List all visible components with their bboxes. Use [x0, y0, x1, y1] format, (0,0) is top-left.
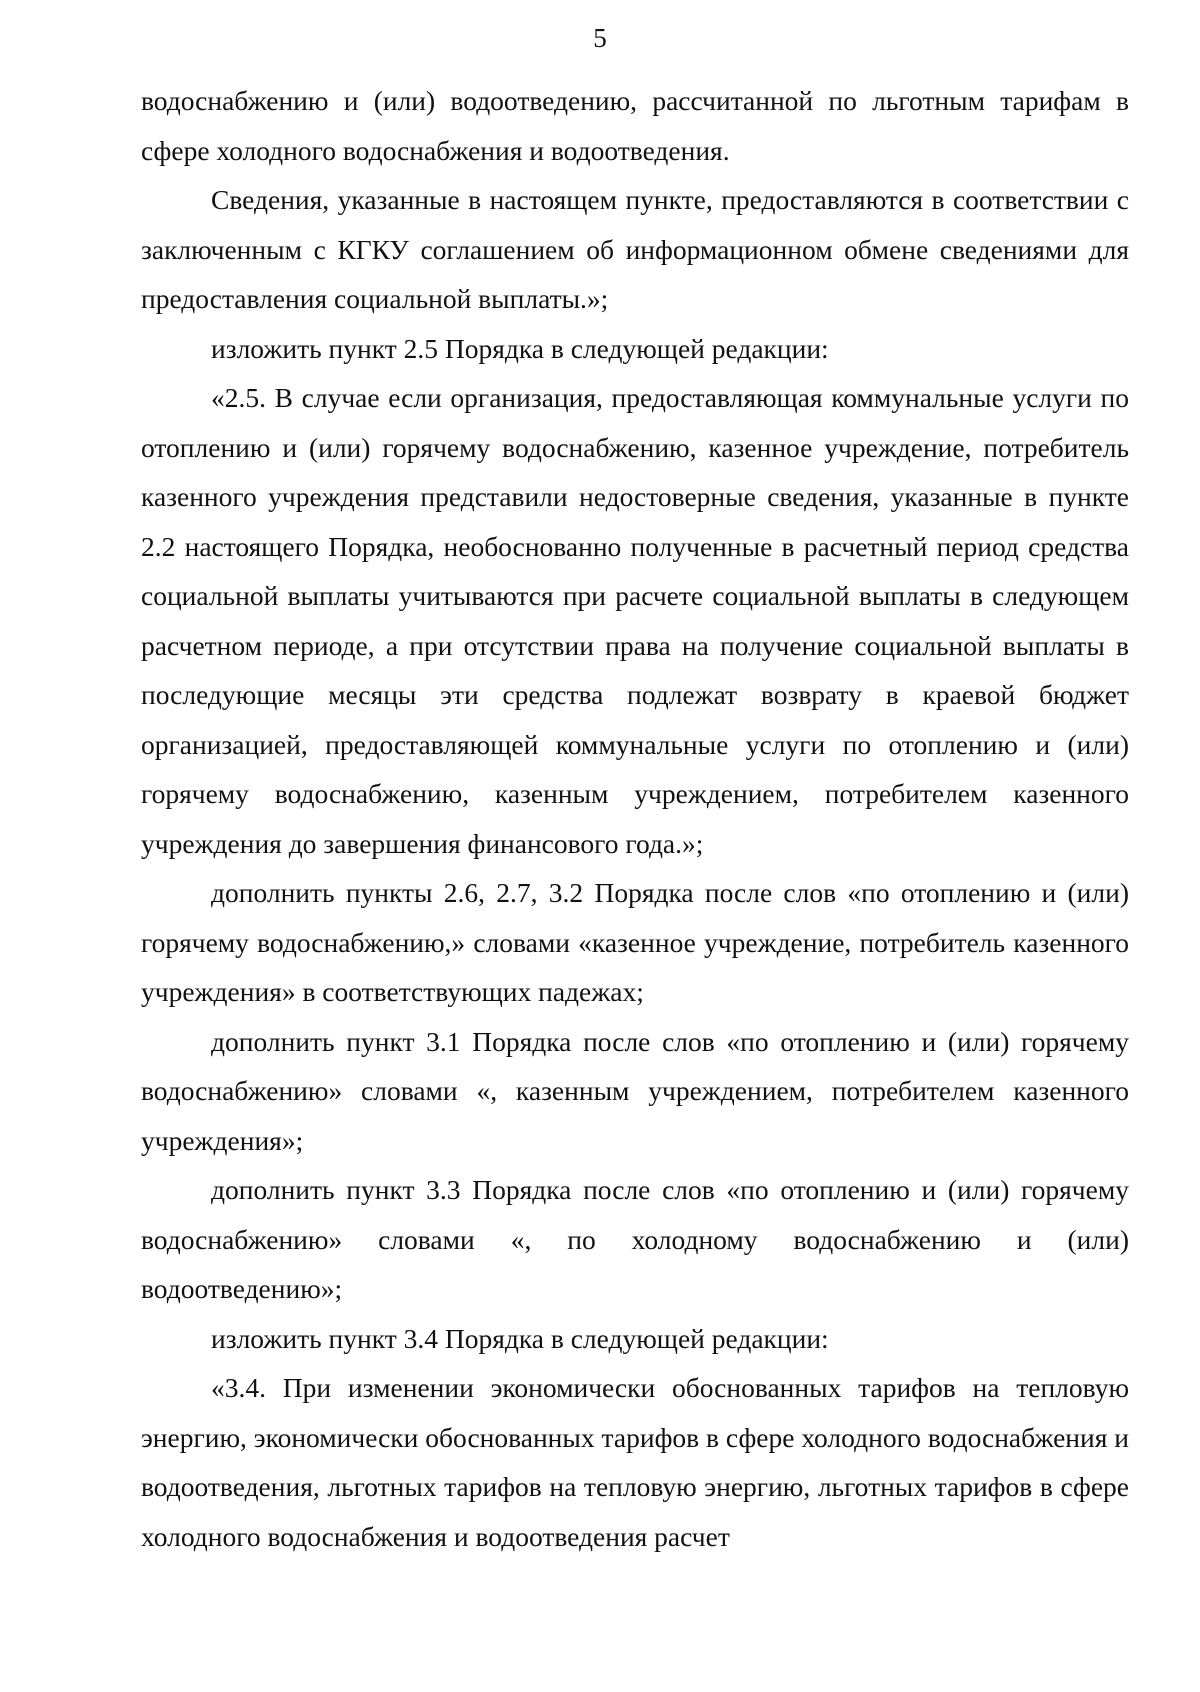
- paragraph-clause-3-4: «3.4. При изменении экономически обоснованных тарифов на тепловую энергию, экономически обоснованных тарифов в сфере холодного водоснабжения и водоотведения, льготных тарифов на тепловую энергию, льготных тарифов в сфере холодного водоснабжения и водоотведения расчет: [141, 1372, 1129, 1552]
- paragraph-amend-2-5: изложить пункт 2.5 Порядка в следующей редакции:: [211, 332, 829, 364]
- paragraph-amend-2-6-2-7-3-2: дополнить пункты 2.6, 2.7, 3.2 Порядка после слов «по отоплению и (или) горячему водоснабжению,» словами «казенное учреждение, потребитель казенного учреждения» в соответствующих падежах;: [141, 877, 1129, 1007]
- paragraph-information-exchange: Сведения, указанные в настоящем пункте, предоставляются в соответствии с заключенным с КГКУ соглашением об информационном обмене сведениями для предоставления социальной выплаты.»;: [141, 184, 1129, 314]
- document-body: [141, 76, 1129, 1561]
- paragraph-continuation: водоснабжению и (или) водоотведению, рассчитанной по льготным тарифам в сфере холодного водоснабжения и водоотведения.: [141, 85, 1129, 166]
- paragraph-clause-2-5: «2.5. В случае если организация, предоставляющая коммунальные услуги по отоплению и (или) горячему водоснабжению, казенное учреждение, потребитель казенного учреждения представили недостоверные сведения, указанные в пункте 2.2 настоящего Порядка, необоснованно полученные в расчетный период средства социальной выплаты учитываются при расчете социальной выплаты в следующем расчетном периоде, а при отсутствии права на получение социальной выплаты в последующие месяцы эти средства подлежат возврату в краевой бюджет организацией, предоставляющей коммунальные услуги по отоплению и (или) горячему водоснабжению, казенным учреждением, потребителем казенного учреждения до завершения финансового года.»;: [141, 382, 1129, 859]
- paragraph-amend-3-4: изложить пункт 3.4 Порядка в следующей редакции:: [211, 1322, 829, 1354]
- paragraph-amend-3-3: дополнить пункт 3.3 Порядка после слов «по отоплению и (или) горячему водоснабжению» словами «, по холодному водоснабжению и (или) водоотведению»;: [141, 1174, 1129, 1304]
- page-number: 5: [593, 23, 607, 53]
- paragraph-amend-3-1: дополнить пункт 3.1 Порядка после слов «по отоплению и (или) горячему водоснабжению» словами «, казенным учреждением, потребителем казенного учреждения»;: [141, 1025, 1129, 1156]
